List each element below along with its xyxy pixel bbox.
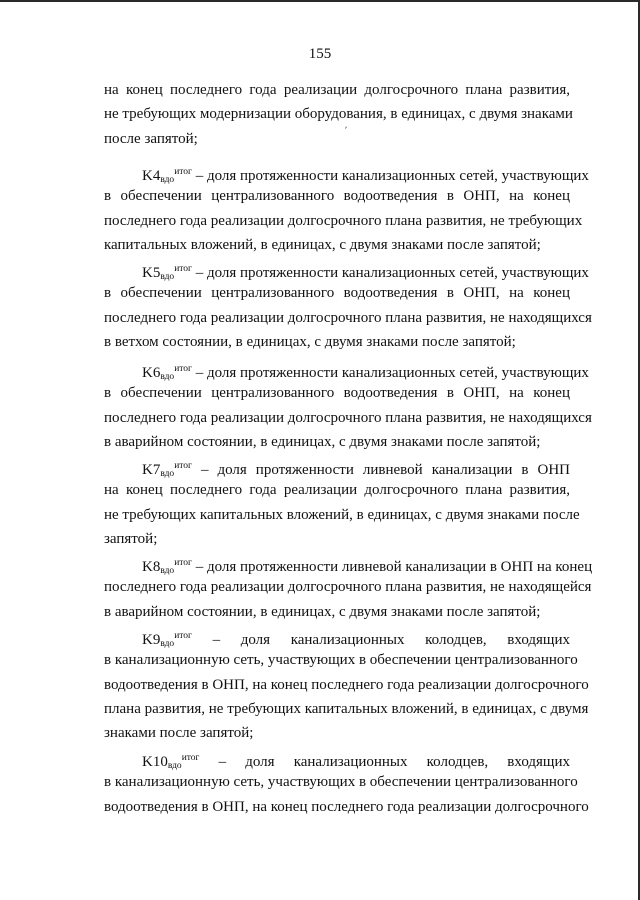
indicator-symbol	[142, 365, 192, 381]
indicator-symbol	[142, 632, 192, 648]
paragraph	[104, 746, 589, 819]
text-line: в ветхом состоянии, в единицах, с двумя знаками после запятой;	[104, 333, 516, 350]
paragraph	[104, 624, 589, 745]
text-line: плана развития, не требующих капитальных вложений, в единицах, с двумя	[104, 700, 589, 717]
text-line: в аварийном состоянии, в единицах, с двумя знаками после запятой;	[104, 603, 541, 620]
text-line: не требующих модернизации оборудования, в единицах, с двумя знаками	[104, 106, 573, 123]
symbol-superscript: итог	[174, 631, 192, 641]
indicator-symbol	[142, 559, 192, 575]
paragraph	[104, 551, 593, 624]
line-text: – доля протяженности канализационных сетей, участвующих	[195, 168, 589, 184]
symbol-subscript: вдо	[160, 639, 175, 649]
symbol-subscript: вдо	[160, 469, 175, 479]
text-line: в обеспечении централизованного водоотведения в ОНП, на конец	[104, 188, 570, 205]
text-line: не требующих капитальных вложений, в единицах, с двумя знаками после	[104, 506, 580, 523]
line-text: – доля протяженности ливневой канализации в ОНП	[200, 462, 571, 478]
symbol-base: K9	[142, 632, 161, 648]
symbol-subscript: вдо	[167, 761, 182, 771]
symbol-superscript: итог	[174, 264, 192, 274]
text-line: запятой;	[104, 530, 158, 547]
symbol-subscript: вдо	[160, 175, 175, 185]
text-line	[104, 257, 589, 282]
text-line: водоотведения в ОНП, на конец последнего года реализации долгосрочного	[104, 798, 589, 815]
text-line: в канализационную сеть, участвующих в обеспечении централизованного	[104, 774, 578, 791]
text-line: водоотведения в ОНП, на конец последнего года реализации долгосрочного	[104, 676, 589, 693]
text-line	[104, 160, 589, 185]
text-line: последнего года реализации долгосрочного плана развития, не требующих	[104, 212, 583, 229]
line-text: – доля канализационных колодцев, входящих	[218, 754, 570, 770]
line-text: – доля протяженности ливневой канализации в ОНП на конец	[195, 559, 593, 575]
scan-edge-top	[0, 0, 640, 2]
line-text: – доля канализационных колодцев, входящих	[212, 632, 570, 648]
symbol-subscript: вдо	[160, 272, 175, 282]
symbol-superscript: итог	[181, 753, 200, 763]
symbol-subscript: вдо	[160, 566, 175, 576]
paragraph	[104, 357, 592, 454]
text-line	[104, 551, 593, 576]
line-text: – доля протяженности канализационных сетей, участвующих	[195, 365, 589, 381]
text-line	[104, 746, 570, 770]
text-line: в аварийном состоянии, в единицах, с двумя знаками после запятой;	[104, 433, 541, 450]
symbol-superscript: итог	[174, 167, 192, 177]
text-line	[104, 357, 589, 382]
text-line: после запятой;	[104, 130, 198, 147]
paragraph	[104, 78, 573, 151]
symbol-superscript: итог	[174, 461, 192, 471]
symbol-base: K8	[142, 559, 161, 575]
line-text: – доля протяженности канализационных сетей, участвующих	[195, 265, 589, 281]
indicator-symbol	[142, 754, 199, 770]
symbol-superscript: итог	[174, 558, 192, 568]
symbol-base: K10	[142, 754, 168, 770]
text-line: капитальных вложений, в единицах, с двумя знаками после запятой;	[104, 236, 541, 253]
paragraph	[104, 454, 580, 551]
symbol-base: K5	[142, 265, 161, 281]
text-line: знаками после запятой;	[104, 725, 254, 742]
text-line: последнего года реализации долгосрочного плана развития, не находящихся	[104, 409, 592, 426]
symbol-superscript: итог	[174, 364, 192, 374]
text-line	[104, 624, 570, 648]
text-line: последнего года реализации долгосрочного плана развития, не находящейся	[104, 579, 592, 596]
text-line: в обеспечении централизованного водоотведения в ОНП, на конец	[104, 385, 570, 402]
paragraph	[104, 160, 589, 257]
symbol-base: K4	[142, 168, 161, 184]
symbol-base: K6	[142, 365, 161, 381]
page-number: 155	[308, 46, 332, 62]
paragraph	[104, 257, 592, 354]
text-line: в канализационную сеть, участвующих в обеспечении централизованного	[104, 652, 578, 669]
stray-mark: '	[342, 125, 348, 136]
indicator-symbol	[142, 462, 192, 478]
text-line: последнего года реализации долгосрочного плана развития, не находящихся	[104, 309, 592, 326]
indicator-symbol	[142, 265, 192, 281]
text-line: на конец последнего года реализации долгосрочного плана развития,	[104, 82, 570, 98]
symbol-base: K7	[142, 462, 161, 478]
text-line	[104, 454, 570, 478]
text-line: в обеспечении централизованного водоотведения в ОНП, на конец	[104, 285, 570, 302]
symbol-subscript: вдо	[160, 372, 175, 382]
indicator-symbol	[142, 168, 192, 184]
text-line: на конец последнего года реализации долгосрочного плана развития,	[104, 482, 570, 499]
